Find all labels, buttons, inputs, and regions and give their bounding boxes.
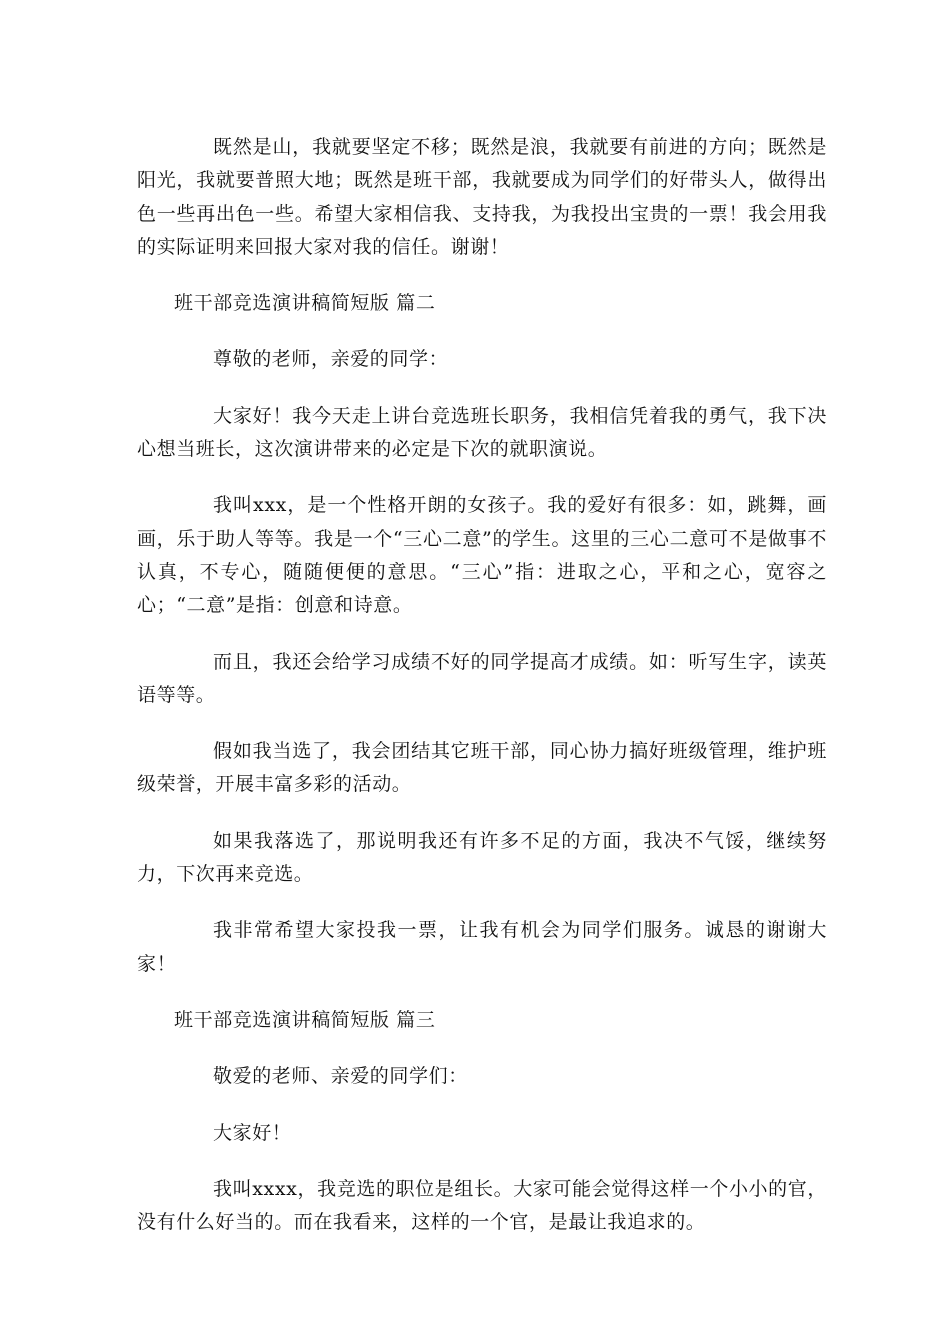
section-heading-pian-er: 班干部竞选演讲稿简短版 篇二 (174, 292, 436, 315)
paragraph-group-leader: 我叫xxxx，我竞选的职位是组长。大家可能会觉得这样一个小小的官，没有什么好当的。而在我看来，这样的一个官，是最让我追求的。 (137, 1177, 827, 1234)
paragraph-thanks: 我非常希望大家投我一票，让我有机会为同学们服务。诚恳的谢谢大家！ (137, 919, 827, 975)
paragraph-help-classmates: 而且，我还会给学习成绩不好的同学提高才成绩。如：听写生字，读英语等等。 (137, 650, 827, 706)
section-heading-pian-san: 班干部竞选演讲稿简短版 篇三 (174, 1008, 436, 1031)
paragraph-salutation: 尊敬的老师，亲爱的同学： (213, 348, 449, 371)
paragraph-if-elected: 假如我当选了，我会团结其它班干部，同心协力搞好班级管理，维护班级荣誉，开展丰富多彩的活动。 (137, 740, 827, 796)
paragraph-greeting-intro: 大家好！我今天走上讲台竞选班长职务，我相信凭着我的勇气，我下决心想当班长，这次演讲带来的必定是下次的就职演说。 (137, 404, 827, 461)
paragraph-greeting: 大家好！ (213, 1121, 292, 1144)
paragraph-self-introduction: 我叫xxx，是一个性格开朗的女孩子。我的爱好有很多：如，跳舞，画画，乐于助人等等。我是一个“三心二意”的学生。这里的三心二意可不是做事不认真，不专心，随随便便的意思。“三心”指：进取之心，平和之心，宽容之心；“二意”是指：创意和诗意。 (137, 494, 827, 617)
paragraph-if-not-elected: 如果我落选了，那说明我还有许多不足的方面，我决不气馁，继续努力，下次再来竞选。 (137, 829, 827, 886)
document-body (137, 131, 827, 1262)
paragraph-closing-pian-yi: 既然是山，我就要坚定不移；既然是浪，我就要有前进的方向；既然是阳光，我就要普照大地；既然是班干部，我就要成为同学们的好带头人，做得出色一些再出色一些。希望大家相信我、支持我，为我投出宝贵的一票！我会用我的实际证明来回报大家对我的信任。谢谢！ (137, 136, 827, 258)
paragraph-salutation-2: 敬爱的老师、亲爱的同学们： (213, 1065, 468, 1088)
